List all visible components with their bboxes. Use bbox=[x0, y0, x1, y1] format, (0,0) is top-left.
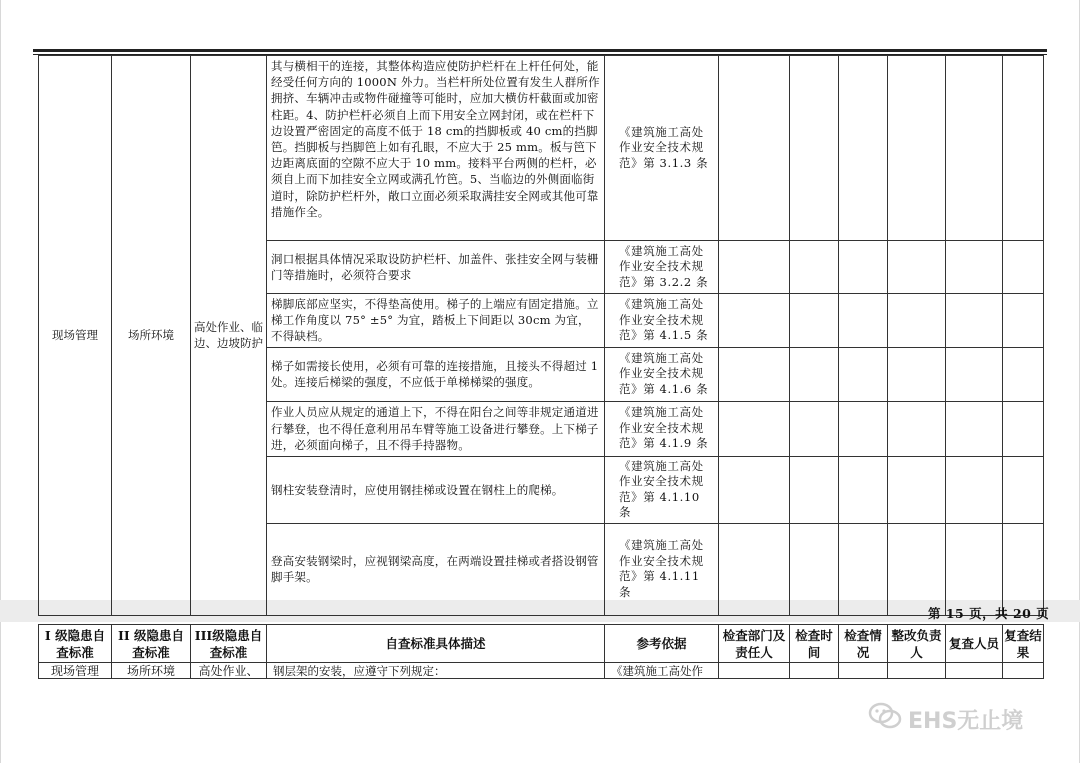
blank-cell bbox=[719, 523, 790, 615]
reference-cell: 《建筑施工高处作业安全技术规范》第 3.2.2 条 bbox=[605, 241, 719, 294]
blank-cell bbox=[1003, 347, 1044, 401]
header-row bbox=[39, 625, 1044, 663]
blank-cell bbox=[790, 401, 839, 456]
blank-cell bbox=[946, 241, 1003, 294]
header-reviewer: 复查人员 bbox=[946, 625, 1003, 663]
blank-cell bbox=[888, 347, 946, 401]
blank-cell bbox=[888, 663, 946, 679]
header-level1: I 级隐患自查标准 bbox=[39, 625, 112, 663]
reference-cell: 《建筑施工高处作业安全技术规范》第 3.1.3 条 bbox=[605, 56, 719, 241]
blank-cell bbox=[946, 401, 1003, 456]
checklist-table bbox=[38, 55, 1044, 616]
blank-cell bbox=[719, 56, 790, 241]
watermark bbox=[868, 702, 1023, 736]
blank-cell bbox=[888, 456, 946, 523]
reference-cell: 《建筑施工高处作业安全技术规范》第 4.1.6 条 bbox=[605, 347, 719, 401]
blank-cell bbox=[790, 456, 839, 523]
blank-cell bbox=[888, 56, 946, 241]
blank-cell bbox=[839, 401, 888, 456]
reference-cell: 《建筑施工高处作业安全技术规范》第 4.1.5 条 bbox=[605, 294, 719, 348]
blank-cell bbox=[719, 663, 790, 679]
blank-cell bbox=[1003, 56, 1044, 241]
blank-cell bbox=[839, 241, 888, 294]
description-cell: 梯脚底部应坚实，不得垫高使用。梯子的上端应有固定措施。立梯工作角度以 75° ±5° 为宜，踏板上下间距以 30cm 为宜，不得缺档。 bbox=[267, 294, 605, 348]
blank-cell bbox=[946, 56, 1003, 241]
blank-cell bbox=[1003, 401, 1044, 456]
level3-cell: 高处作业、 bbox=[191, 663, 267, 679]
blank-cell bbox=[719, 456, 790, 523]
blank-cell bbox=[839, 294, 888, 348]
level3-cell: 高处作业、临边、边坡防护 bbox=[191, 56, 267, 616]
blank-cell bbox=[888, 294, 946, 348]
header-level2: II 级隐患自查标准 bbox=[112, 625, 191, 663]
blank-cell bbox=[790, 56, 839, 241]
blank-cell bbox=[946, 347, 1003, 401]
description-cell: 钢层架的安装，应遵守下列规定： bbox=[267, 663, 605, 679]
header-status: 检查情况 bbox=[839, 625, 888, 663]
wechat-icon bbox=[868, 702, 902, 736]
next-page-table bbox=[38, 624, 1044, 679]
blank-cell bbox=[790, 294, 839, 348]
description-cell: 登高安装钢梁时，应视钢梁高度，在两端设置挂梯或者搭设钢管脚手架。 bbox=[267, 523, 605, 615]
table-row bbox=[39, 663, 1044, 679]
blank-cell bbox=[888, 523, 946, 615]
header-level3: III级隐患自查标准 bbox=[191, 625, 267, 663]
blank-cell bbox=[719, 347, 790, 401]
reference-cell: 《建筑施工高处作业安全技术规范》第 4.1.10 条 bbox=[605, 456, 719, 523]
header-rectify: 整改负责人 bbox=[888, 625, 946, 663]
blank-cell bbox=[790, 663, 839, 679]
description-cell: 梯子如需接长使用，必须有可靠的连接措施，且接头不得超过 1 处。连接后梯梁的强度，不应低于单梯梯梁的强度。 bbox=[267, 347, 605, 401]
blank-cell bbox=[1003, 663, 1044, 679]
blank-cell bbox=[946, 294, 1003, 348]
level1-cell: 现场管理 bbox=[39, 56, 112, 616]
blank-cell bbox=[1003, 523, 1044, 615]
reference-cell: 《建筑施工高处作 bbox=[605, 663, 719, 679]
blank-cell bbox=[839, 456, 888, 523]
reference-cell: 《建筑施工高处作业安全技术规范》第 4.1.9 条 bbox=[605, 401, 719, 456]
blank-cell bbox=[946, 523, 1003, 615]
header-dept: 检查部门及责任人 bbox=[719, 625, 790, 663]
blank-cell bbox=[839, 523, 888, 615]
header-reference: 参考依据 bbox=[605, 625, 719, 663]
blank-cell bbox=[790, 347, 839, 401]
description-cell: 其与横相干的连接，其整体构造应使防护栏杆在上杆任何处，能经受任何方向的 1000N 外力。当栏杆所处位置有发生人群所作拥挤、车辆冲击或物件碰撞等可能时，应加大横仿杆截面或加密柱距。4、防护栏杆必须自上而下用安全立网封闭，或在栏杆下边设置严密固定的高度不低于 18 cm的挡脚板或 40 cm的挡脚笆。挡脚板与挡脚笆上如有孔眼，不应大于 25 mm。板与笆下边距离底面的空隙不应大于 10 mm。接料平台两侧的栏杆，必须自上而下加挂安全立网或满孔竹笆。5、当临边的外侧面临街道时，除防护栏杆外，敞口立面必须采取满挂安全网或其他可靠措施作全。 bbox=[267, 56, 605, 241]
blank-cell bbox=[888, 401, 946, 456]
table-row bbox=[39, 56, 1044, 241]
header-result: 复查结果 bbox=[1003, 625, 1044, 663]
blank-cell bbox=[719, 401, 790, 456]
description-cell: 钢柱安装登清时，应使用钢挂梯或设置在钢柱上的爬梯。 bbox=[267, 456, 605, 523]
description-cell: 作业人员应从规定的通道上下，不得在阳台之间等非规定通道进行攀登，也不得任意利用吊车臂等施工设备进行攀登。上下梯子进，必须面向梯子，且不得手持器物。 bbox=[267, 401, 605, 456]
blank-cell bbox=[888, 241, 946, 294]
header-rule bbox=[33, 49, 1047, 52]
reference-cell: 《建筑施工高处作业安全技术规范》第 4.1.11 条 bbox=[605, 523, 719, 615]
blank-cell bbox=[790, 523, 839, 615]
watermark-text: EHS无止境 bbox=[908, 708, 1024, 734]
blank-cell bbox=[1003, 456, 1044, 523]
blank-cell bbox=[946, 663, 1003, 679]
blank-cell bbox=[719, 241, 790, 294]
blank-cell bbox=[946, 456, 1003, 523]
blank-cell bbox=[839, 663, 888, 679]
blank-cell bbox=[719, 294, 790, 348]
blank-cell bbox=[1003, 241, 1044, 294]
level1-cell: 现场管理 bbox=[39, 663, 112, 679]
header-description: 自查标准具体描述 bbox=[267, 625, 605, 663]
description-cell: 洞口根据具体情况采取设防护栏杆、加盖件、张挂安全网与装栅门等措施时，必须符合要求 bbox=[267, 241, 605, 294]
blank-cell bbox=[839, 56, 888, 241]
level2-cell: 场所环境 bbox=[112, 56, 191, 616]
level2-cell: 场所环境 bbox=[112, 663, 191, 679]
page-indicator: 第 15 页，共 20 页 bbox=[928, 606, 1050, 621]
blank-cell bbox=[839, 347, 888, 401]
blank-cell bbox=[1003, 294, 1044, 348]
blank-cell bbox=[790, 241, 839, 294]
header-time: 检查时间 bbox=[790, 625, 839, 663]
